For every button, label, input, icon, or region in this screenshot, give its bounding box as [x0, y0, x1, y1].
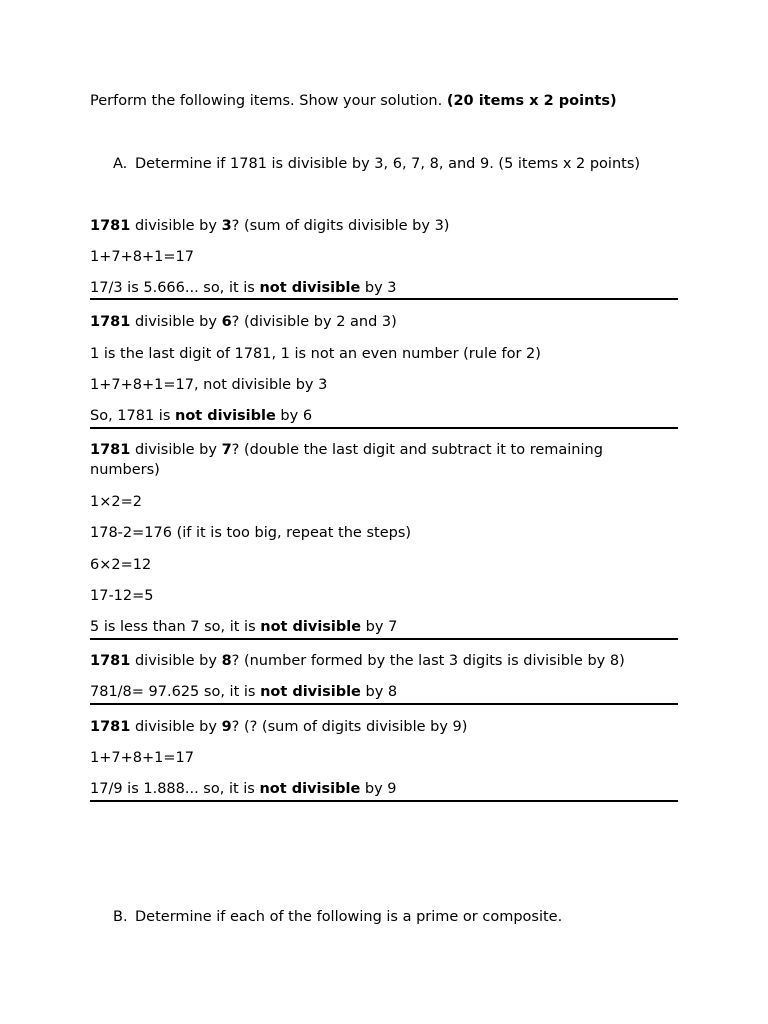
question-number: 1781 [90, 442, 131, 458]
question-mid: divisible by [130, 442, 222, 458]
conclusion-pre: 17/3 is 5.666... so, it is [90, 280, 260, 296]
conclusion-7 [90, 617, 397, 637]
step-line: 17-12=5 [90, 588, 154, 604]
question-divisor: 6 [221, 314, 232, 330]
conclusion-9 [90, 779, 397, 799]
step-line: 1+7+8+1=17, not divisible by 3 [90, 377, 328, 393]
question-rule: ? (? (sum of digits divisible by 9) [231, 719, 468, 735]
conclusion-bold: not divisible [259, 280, 361, 296]
divider [90, 298, 678, 300]
divider [90, 427, 678, 429]
step-line: 178-2=176 (if it is too big, repeat the steps) [90, 525, 412, 541]
step-line: 1+7+8+1=17 [90, 750, 194, 766]
section-b-letter: B. [113, 909, 128, 925]
section-b-heading [113, 907, 562, 927]
question-6 [90, 312, 397, 332]
question-rule: ? (number formed by the last 3 digits is divisible by 8) [231, 653, 625, 669]
question-mid: divisible by [130, 314, 222, 330]
question-9 [90, 717, 467, 737]
question-rule: ? (sum of digits divisible by 3) [231, 218, 450, 234]
step-line: 1 is the last digit of 1781, 1 is not an even number (rule for 2) [90, 346, 541, 362]
conclusion-bold: not divisible [175, 408, 276, 424]
question-number: 1781 [90, 653, 131, 669]
conclusion-post: by 3 [360, 280, 397, 296]
section-a-text: Determine if 1781 is divisible by 3, 6, 7, 8, and 9. (5 items x 2 points) [135, 156, 641, 172]
conclusion-pre: 5 is less than 7 so, it is [90, 619, 261, 635]
question-7 [90, 440, 650, 480]
conclusion-bold: not divisible [259, 781, 361, 797]
conclusion-pre: So, 1781 is [90, 408, 175, 424]
conclusion-post: by 7 [361, 619, 398, 635]
question-number: 1781 [90, 314, 131, 330]
conclusion-post: by 9 [360, 781, 397, 797]
section-a-heading [113, 154, 640, 174]
question-3 [90, 216, 449, 236]
instructions-text: Perform the following items. Show your solution. [90, 93, 447, 109]
question-divisor: 9 [221, 719, 232, 735]
question-divisor: 8 [221, 653, 232, 669]
step-line: 6×2=12 [90, 557, 152, 573]
conclusion-pre: 781/8= 97.625 so, it is [90, 684, 261, 700]
question-number: 1781 [90, 218, 131, 234]
question-mid: divisible by [130, 653, 222, 669]
step-line: 1×2=2 [90, 494, 142, 510]
points-note: (20 items x 2 points) [446, 93, 617, 109]
conclusion-bold: not divisible [260, 619, 362, 635]
question-mid: divisible by [130, 218, 222, 234]
conclusion-6 [90, 406, 312, 426]
conclusion-8 [90, 682, 397, 702]
conclusion-pre: 17/9 is 1.888... so, it is [90, 781, 260, 797]
conclusion-3 [90, 278, 397, 298]
section-b-text: Determine if each of the following is a prime or composite. [135, 909, 563, 925]
divider [90, 638, 678, 640]
question-mid: divisible by [130, 719, 222, 735]
question-divisor: 3 [221, 218, 232, 234]
question-rule: ? (double the last digit and subtract it to remaining numbers) [90, 442, 603, 478]
divider [90, 800, 678, 802]
conclusion-post: by 6 [275, 408, 313, 424]
conclusion-bold: not divisible [260, 684, 361, 700]
question-rule: ? (divisible by 2 and 3) [231, 314, 397, 330]
question-8 [90, 651, 625, 671]
question-number: 1781 [90, 719, 131, 735]
question-divisor: 7 [221, 442, 232, 458]
divider [90, 703, 678, 705]
step-line: 1+7+8+1=17 [90, 249, 194, 265]
section-a-letter: A. [113, 156, 128, 172]
instructions [90, 91, 617, 111]
conclusion-post: by 8 [360, 684, 398, 700]
